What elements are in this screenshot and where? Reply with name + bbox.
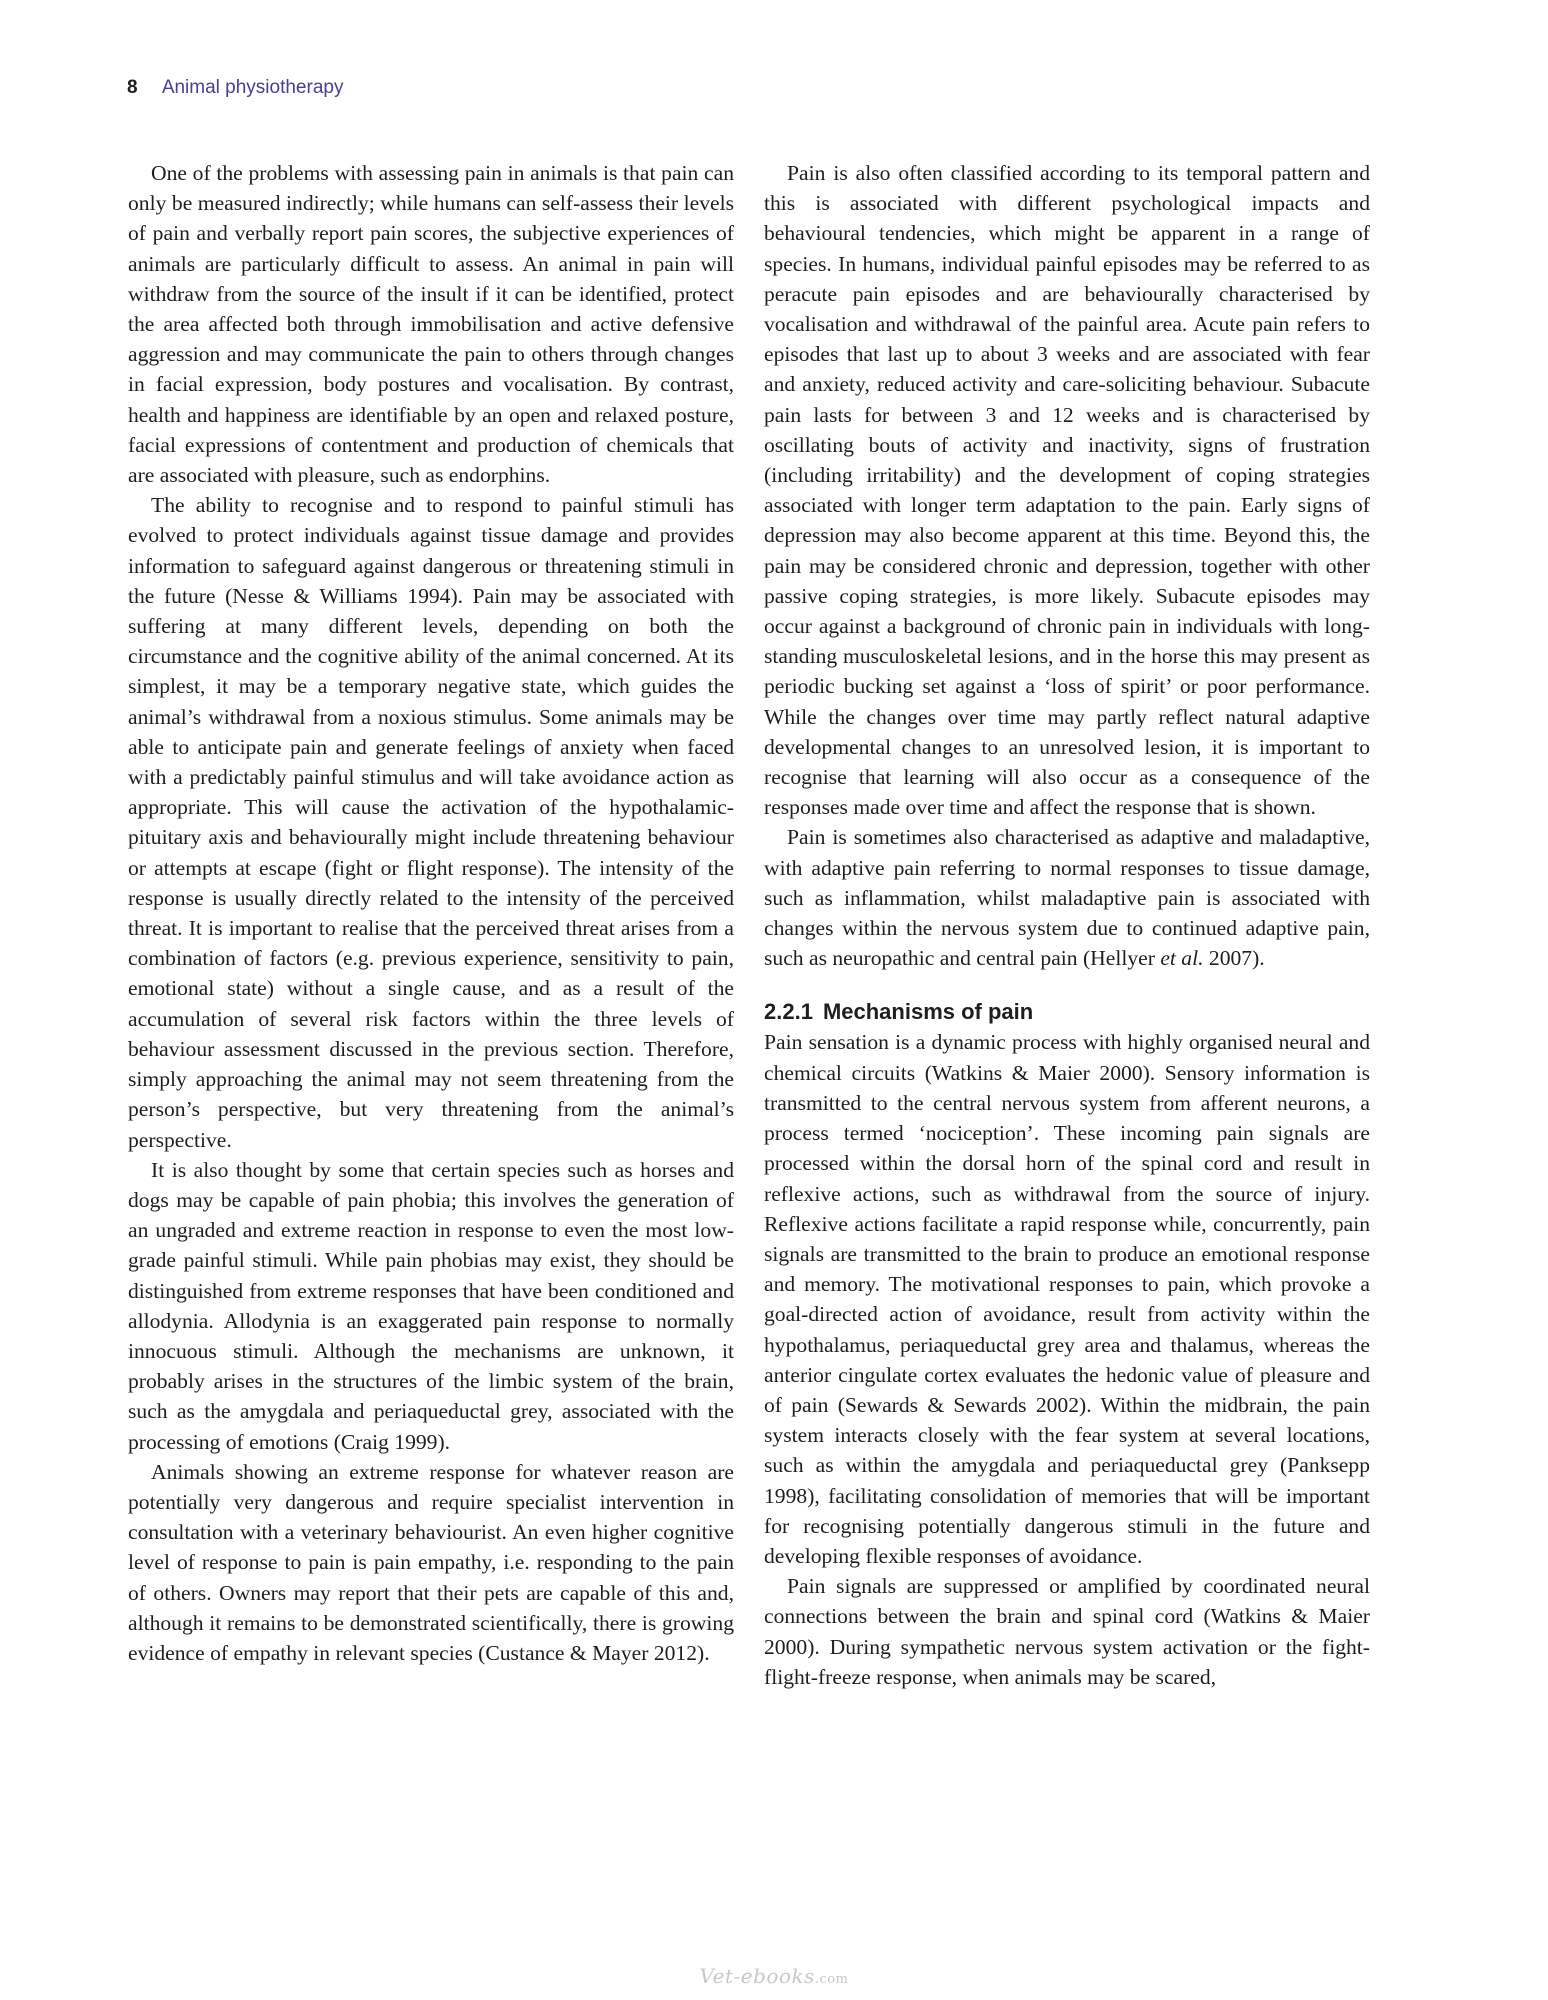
left-column [128,158,734,1668]
left-paragraph-1: One of the problems with assessing pain in animals is that pain can only be measured indirectly; while humans can self-assess their levels of pain and verbally report pain scores, the subjective experiences of animals are particularly difficult to assess. An animal in pain will withdraw from the source of the insult if it can be identified, protect the area affected both through immobilisation and active defensive aggression and may communicate the pain to others through changes in facial expression, body postures and vocalisation. By contrast, health and happiness are identifiable by an open and relaxed posture, facial expressions of contentment and production of chemicals that are associated with pleasure, such as endorphins. [128,161,734,488]
right-paragraph-4: Pain signals are suppressed or amplified by coordinated neural connections between the brain and spinal cord (Watkins & Maier 2000). During sympathetic nervous system activation or the fight-flight-freeze response, when animals may be scared, [764,1574,1370,1689]
section-number: 2.2.1 [764,999,813,1025]
left-paragraph-2: The ability to recognise and to respond to painful stimuli has evolved to protect individuals against tissue damage and provides information to safeguard against dangerous or threatening stimuli in the future (Nesse & Williams 1994). Pain may be associated with suffering at many different levels, depending on both the circumstance and the cognitive ability of the animal concerned. At its simplest, it may be a temporary negative state, which guides the animal’s withdrawal from a noxious stimulus. Some animals may be able to anticipate pain and generate feelings of anxiety when faced with a predictably painful stimulus and will take avoidance action as appropriate. This will cause the activation of the hypothalamic-pituitary axis and behaviourally might include threatening behaviour or attempts at escape (fight or flight response). The intensity of the response is usually directly related to the intensity of the perceived threat. It is important to realise that the perceived threat arises from a combination of factors (e.g. previous experience, sensitivity to pain, emotional state) without a single cause, and as a result of the accumulation of several risk factors within the three levels of behaviour assessment discussed in the previous section. Therefore, simply approaching the animal may not seem threatening from the person’s perspective, but very threatening from the animal’s perspective. [128,493,734,1152]
section-heading [764,997,1370,1027]
book-title: Animal physiotherapy [161,77,344,98]
right-column [764,158,1370,1692]
running-head [127,76,343,100]
left-paragraph-4: Animals showing an extreme response for whatever reason are potentially very dangerous and require specialist intervention in consultation with a veterinary behaviourist. An even higher cognitive level of response to pain is pain empathy, i.e. responding to the pain of others. Owners may report that their pets are capable of this and, although it remains to be demonstrated scientifically, there is growing evidence of empathy in relevant species (Custance & Mayer 2012). [128,1459,734,1665]
page-number: 8 [127,77,138,98]
watermark [0,1964,1548,1988]
left-paragraph-3: It is also thought by some that certain species such as horses and dogs may be capable of pain phobia; this involves the generation of an ungraded and extreme reaction in response to even the most low-grade painful stimuli. While pain phobias may exist, they should be distinguished from extreme responses that have been conditioned and allodynia. Allodynia is an exaggerated pain response to normally innocuous stimuli. Although the mechanisms are unknown, it probably arises in the structures of the limbic system of the brain, such as the amygdala and periaqueductal grey, associated with the processing of emotions (Craig 1999). [128,1157,734,1454]
et-al-italic: et al. [1160,946,1204,971]
right-paragraph-3: Pain sensation is a dynamic process with highly organised neural and chemical circuits (Watkins & Maier 2000). Sensory information is transmitted to the central nervous system from afferent neurons, a process termed ‘nociception’. These incoming pain signals are processed within the dorsal horn of the spinal cord and result in reflexive actions, such as withdrawal from the source of injury. Reflexive actions facilitate a rapid response while, concurrently, pain signals are transmitted to the brain to produce an emotional response and memory. The motivational responses to pain, which provoke a goal-directed action of avoidance, result from activity within the hypothalamus, periaqueductal grey area and thalamus, whereas the anterior cingulate cortex evaluates the hedonic value of pleasure and of pain (Sewards & Sewards 2002). Within the midbrain, the pain system interacts closely with the fear system at several locations, such as within the amygdala and periaqueductal grey (Panksepp 1998), facilitating consolidation of memories that will be important for recognising potentially dangerous stimuli in the future and developing flexible responses of avoidance. [764,1030,1370,1568]
right-paragraph-2 [764,822,1370,973]
watermark-suffix: .com [814,1972,849,1987]
right-paragraph-2-end: 2007). [1203,946,1265,971]
right-paragraph-1: Pain is also often classified according to its temporal pattern and this is associated with different psychological impacts and behavioural tendencies, which might be apparent in a range of species. In humans, individual painful episodes may be referred to as peracute pain episodes and are behaviourally characterised by vocalisation and withdrawal of the painful area. Acute pain refers to episodes that last up to about 3 weeks and are associated with fear and anxiety, reduced activity and care-soliciting behaviour. Subacute pain lasts for between 3 and 12 weeks and is characterised by oscillating bouts of activity and inactivity, signs of frustration (including irritability) and the development of coping strategies associated with longer term adaptation to the pain. Early signs of depression may also become apparent at this time. Beyond this, the pain may be considered chronic and depression, together with other passive coping strategies, is more likely. Subacute episodes may occur against a background of chronic pain in individuals with long-standing musculoskeletal lesions, and in the horse this may present as periodic bucking set against a ‘loss of spirit’ or poor performance. While the changes over time may partly reflect natural adaptive developmental changes to an unresolved lesion, it is important to recognise that learning will also occur as a consequence of the responses made over time and affect the response that is shown. [764,161,1370,820]
right-paragraph-2-text: Pain is sometimes also characterised as adaptive and maladaptive, with adaptive pain referring to normal responses to tissue damage, such as inflammation, whilst maladaptive pain is associated with changes within the nervous system due to continued adaptive pain, such as neuropathic and central pain (Hellyer [764,825,1370,971]
section-title: Mechanisms of pain [822,999,1034,1025]
watermark-text: Vet-ebooks [699,1964,815,1988]
